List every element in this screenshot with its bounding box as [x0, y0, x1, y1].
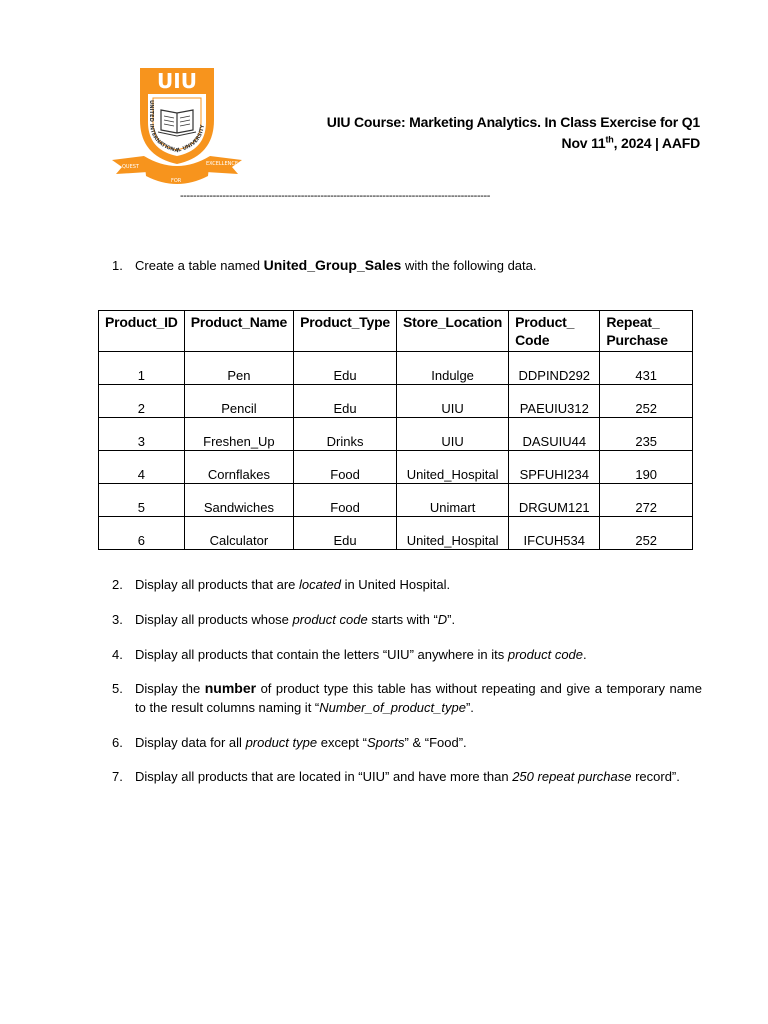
table-cell: Freshen_Up	[184, 418, 293, 451]
svg-text:UNITED INTERNATIONAL UNIVERSIT: UNITED INTERNATIONAL UNIVERSITY	[147, 100, 206, 155]
table-cell: Food	[294, 451, 397, 484]
table-cell: United_Hospital	[397, 451, 509, 484]
header-date: Nov 11th, 2024 | AAFD	[561, 134, 700, 151]
table-row	[99, 484, 693, 517]
table-cell: DASUIU44	[509, 418, 600, 451]
table-cell: 5	[99, 484, 185, 517]
table-cell: Edu	[294, 385, 397, 418]
table-row	[99, 418, 693, 451]
table-cell: SPFUHI234	[509, 451, 600, 484]
table-cell: UIU	[397, 418, 509, 451]
table-cell: 235	[600, 418, 693, 451]
table-cell: DDPIND292	[509, 352, 600, 385]
header-divider: -----------------------------------------------------------------------------------------------	[180, 190, 490, 202]
table-row	[99, 352, 693, 385]
table-cell: Pencil	[184, 385, 293, 418]
table-cell: Pen	[184, 352, 293, 385]
table-cell: 3	[99, 418, 185, 451]
svg-text:UIU: UIU	[157, 69, 197, 93]
table-row	[99, 517, 693, 550]
document-page: QUEST FOR EXCELLENCE UIU UNITED INTERNATIONAL UNIVERSITY UIU Course: Marketing Analytics. In Class Exercise for Q1 Nov 11th, 2024 | AAFD ----------------------------------------------------------------------------------------------- 1. Create a table named United_Group_Sales with the following data. Product_ID Product_Name Product_Type Store_Location Product_ Code Repeat_ Purchase 1 Pen Edu Indulge DDPIND292 431 2 Pencil Edu UIU PAEUIU312 252 3 Freshen_Up Drinks UIU DASUIU44 235 4 Cornflakes Food United_Hospital SPFUHI234 190 5 Sandwiches Food Unimart DRGUM121 272 6 Calculator Edu United_Hospital IFCUH534 252 2. Display all products that are located in United Hospital. 3. Display all products whose product code starts with “D”. 4. Display all products that contain the letters “UIU” anywhere in its product code. 5. Display the number of product type this table has without repeating and give a temporary name to the result columns naming it “Number_of_product_type”. 6. Display data for all product type except “Sports” & “Food”. 7. Display all products that are located in “UIU” and have more than 250 repeat purchase record”.	[0, 0, 768, 1024]
table-cell: 431	[600, 352, 693, 385]
svg-text:EXCELLENCE: EXCELLENCE	[206, 161, 238, 167]
table-cell: 252	[600, 385, 693, 418]
table-header-cell: Product_ Code	[509, 311, 600, 352]
table-header-cell: Store_Location	[397, 311, 509, 352]
table-cell: 190	[600, 451, 693, 484]
table-row	[99, 451, 693, 484]
table-cell: Edu	[294, 517, 397, 550]
svg-text:QUEST: QUEST	[122, 164, 139, 170]
table-cell: Calculator	[184, 517, 293, 550]
svg-text:FOR: FOR	[171, 178, 182, 184]
table-cell: Indulge	[397, 352, 509, 385]
table-cell: 1	[99, 352, 185, 385]
table-header-cell: Product_Name	[184, 311, 293, 352]
table-cell: 252	[600, 517, 693, 550]
table-row	[99, 385, 693, 418]
uiu-logo	[108, 64, 246, 188]
table-header-cell: Product_Type	[294, 311, 397, 352]
table-cell: 6	[99, 517, 185, 550]
table-cell: Drinks	[294, 418, 397, 451]
table-header-row	[99, 311, 693, 352]
table-header-cell: Product_ID	[99, 311, 185, 352]
table-cell: United_Hospital	[397, 517, 509, 550]
table-cell: UIU	[397, 385, 509, 418]
table-cell: IFCUH534	[509, 517, 600, 550]
document-header	[327, 112, 700, 154]
table-cell: Sandwiches	[184, 484, 293, 517]
table-cell: Edu	[294, 352, 397, 385]
table-cell: 272	[600, 484, 693, 517]
table-cell: Food	[294, 484, 397, 517]
table-cell: Unimart	[397, 484, 509, 517]
table-cell: DRGUM121	[509, 484, 600, 517]
sales-table	[98, 310, 693, 550]
table-cell: Cornflakes	[184, 451, 293, 484]
table-cell: PAEUIU312	[509, 385, 600, 418]
table-cell: 2	[99, 385, 185, 418]
table-header-cell: Repeat_ Purchase	[600, 311, 693, 352]
table-cell: 4	[99, 451, 185, 484]
header-course-title: UIU Course: Marketing Analytics. In Class Exercise for Q1	[326, 114, 700, 130]
